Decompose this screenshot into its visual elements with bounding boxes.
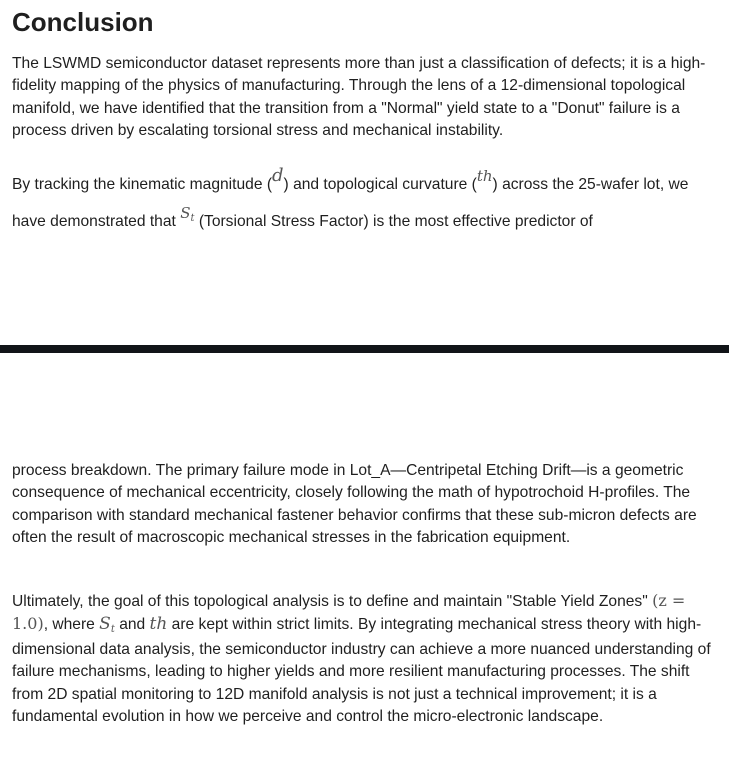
- section-heading: Conclusion: [12, 7, 154, 37]
- paragraph-text: (Torsional Stress Factor) is the most effective predictor of: [194, 213, 593, 230]
- paragraph-kinematic: [12, 166, 717, 242]
- math-z: (z = 1.0): [12, 591, 686, 634]
- math-d: d: [272, 165, 284, 186]
- paragraph-text: are kept within strict limits. By integrating mechanical stress theory with high-dimensional data analysis, the semiconductor industry can achieve a more nuanced understanding of failure mechanisms, leading to higher yields and more resilient manufacturing processes. The shift from 2D spatial monitoring to 12D manifold analysis is not just a technical improvement; it is a fundamental evolution in how we perceive and control the micro-electronic landscape.: [12, 616, 711, 726]
- math-st-2: [99, 614, 115, 634]
- paragraph-text: By tracking the kinematic magnitude (: [12, 176, 273, 193]
- paragraph-text: ) across the 25-wafer lot, we have demonstrated that: [12, 176, 689, 230]
- math-st-sub: t: [190, 213, 195, 224]
- math-st-2-base: S: [99, 614, 111, 635]
- paragraph-text: , where: [43, 616, 100, 634]
- paragraph-intro: The LSWMD semiconductor dataset represents more than just a classification of defects; it is a high-fidelity mapping of the physics of manufacturing. Through the lens of a 12-dimensional topological manifold, we have identified that the transition from a "Normal" yield state to a "Donut" failure is a process driven by escalating torsional stress and mechanical instability.: [12, 55, 706, 140]
- paragraph-text: ) and topological curvature (: [283, 176, 477, 193]
- math-th: th: [476, 167, 493, 185]
- page-divider: [0, 345, 729, 353]
- math-st-2-sub: t: [110, 624, 115, 636]
- paragraph-text: and: [114, 616, 150, 634]
- paragraph-ultimately: [12, 590, 717, 728]
- math-st: [180, 204, 194, 222]
- paragraph-breakdown: process breakdown. The primary failure mode in Lot_A—Centripetal Etching Drift—is a geometric consequence of mechanical eccentricity, closely following the math of hypotrochoid H-profiles. The comparison with standard mechanical fastener behavior confirms that these sub-micron defects are often the result of macroscopic mechanical stresses in the fabrication equipment.: [12, 462, 697, 547]
- math-st-base: S: [180, 204, 191, 222]
- paragraph-text: Ultimately, the goal of this topological analysis is to define and maintain "Stable Yield Zones": [12, 593, 653, 610]
- math-th-2: th: [149, 614, 168, 635]
